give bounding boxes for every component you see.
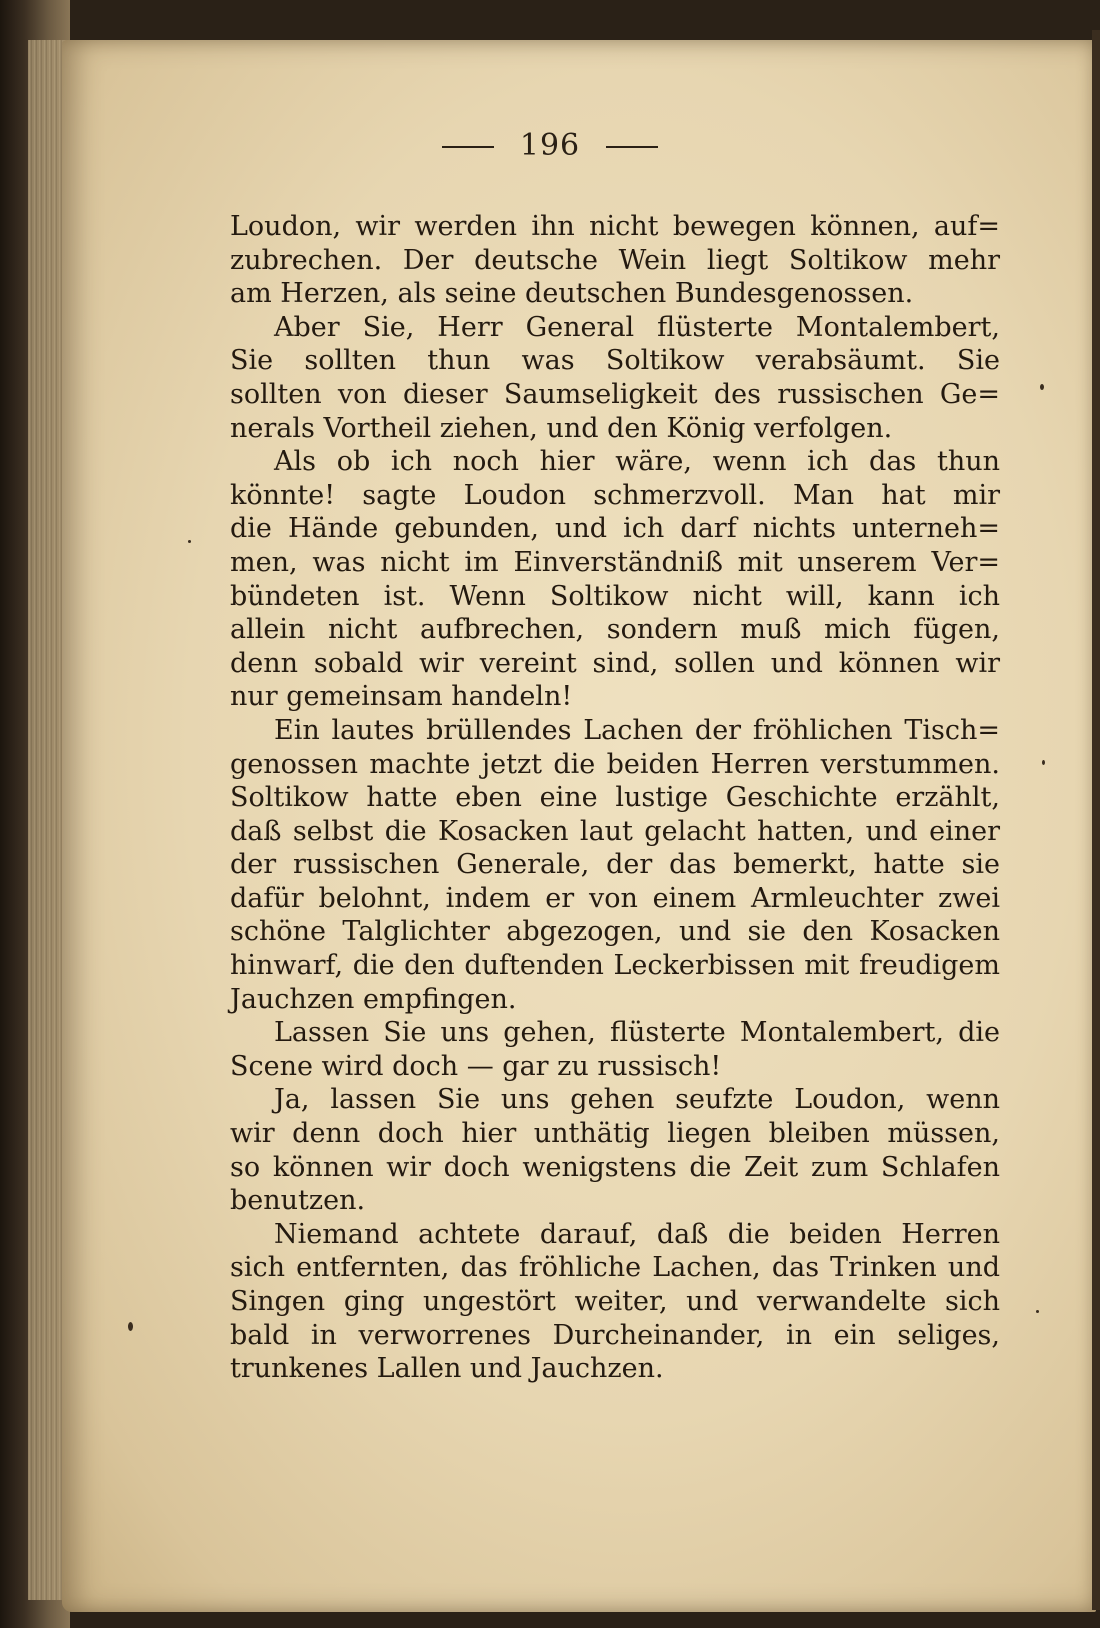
- text-line: sollten von dieser Saumseligkeit des russischen Ge=: [230, 378, 1000, 410]
- text-line: benutzen.: [230, 1185, 366, 1217]
- text-line: wir denn doch hier unthätig liegen bleiben müssen,: [230, 1118, 1000, 1150]
- text-line: bündeten ist. Wenn Soltikow nicht will, kann ich: [230, 580, 1000, 612]
- page-body-text: [230, 210, 1000, 1386]
- text-line: Sie sollten thun was Soltikow verabsäumt. Sie: [230, 345, 1000, 377]
- text-line: Soltikow hatte eben eine lustige Geschichte erzählt,: [230, 782, 1000, 814]
- text-line: hinwarf, die den duftenden Leckerbissen mit freudigem: [230, 950, 1000, 982]
- text-line: genossen machte jetzt die beiden Herren verstummen.: [230, 748, 1000, 780]
- text-line: men, was nicht im Einverständniß mit unserem Ver=: [230, 546, 1000, 578]
- ink-speck: [1036, 1310, 1039, 1313]
- text-line: Als ob ich noch hier wäre, wenn ich das thun: [274, 446, 1000, 478]
- page-number: 196: [519, 128, 581, 163]
- text-line: Ja, lassen Sie uns gehen seufzte Loudon, wenn: [274, 1084, 1000, 1116]
- text-line: denn sobald wir vereint sind, sollen und können wir: [230, 647, 1000, 679]
- text-line: nur gemeinsam handeln!: [230, 681, 573, 713]
- text-line: Niemand achtete darauf, daß die beiden Herren: [274, 1218, 1000, 1250]
- text-line: Loudon, wir werden ihn nicht bewegen können, auf=: [230, 211, 1000, 242]
- header-dash-left: [442, 146, 494, 148]
- text-line: so können wir doch wenigstens die Zeit zum Schlafen: [230, 1151, 1000, 1183]
- ink-speck: [1042, 760, 1045, 765]
- text-line: der russischen Generale, der das bemerkt, hatte sie: [230, 849, 1000, 881]
- text-line: könnte! sagte Loudon schmerzvoll. Man hat mir: [230, 479, 1000, 511]
- text-line: schöne Talglichter abgezogen, und sie den Kosacken: [230, 916, 1000, 948]
- text-line: nerals Vortheil ziehen, und den König verfolgen.: [230, 412, 893, 444]
- ink-speck: [1040, 384, 1044, 390]
- text-line: allein nicht aufbrechen, sondern muß mich fügen,: [230, 614, 1000, 646]
- text-line: sich entfernten, das fröhliche Lachen, das Trinken und: [230, 1252, 1000, 1284]
- ink-speck: [128, 1322, 133, 1331]
- text-line: bald in verworrenes Durcheinander, in ein seliges,: [230, 1319, 1000, 1351]
- text-line: trunkenes Lallen und Jauchzen.: [230, 1353, 664, 1385]
- text-line: am Herzen, als seine deutschen Bundesgenossen.: [230, 278, 914, 310]
- text-line: daß selbst die Kosacken laut gelacht hatten, und einer: [230, 815, 1000, 847]
- ink-speck: [188, 540, 191, 543]
- text-line: Aber Sie, Herr General flüsterte Montalembert,: [274, 311, 1000, 343]
- page-header: [0, 128, 1100, 163]
- text-line: die Hände gebunden, und ich darf nichts unterneh=: [230, 513, 1000, 545]
- text-line: Lassen Sie uns gehen, flüsterte Montalembert, die: [274, 1017, 1000, 1049]
- text-line: Ein lautes brüllendes Lachen der fröhlichen Tisch=: [274, 714, 1000, 746]
- text-line: Scene wird doch — gar zu russisch!: [230, 1050, 722, 1082]
- text-line: dafür belohnt, indem er von einem Armleuchter zwei: [230, 882, 1000, 914]
- text-line: zubrechen. Der deutsche Wein liegt Soltikow mehr: [230, 244, 1000, 276]
- right-page-edge: [1092, 30, 1100, 1610]
- header-dash-right: [606, 146, 658, 148]
- text-line: Jauchzen empfingen.: [230, 983, 517, 1015]
- text-line: Singen ging ungestört weiter, und verwandelte sich: [230, 1286, 1000, 1317]
